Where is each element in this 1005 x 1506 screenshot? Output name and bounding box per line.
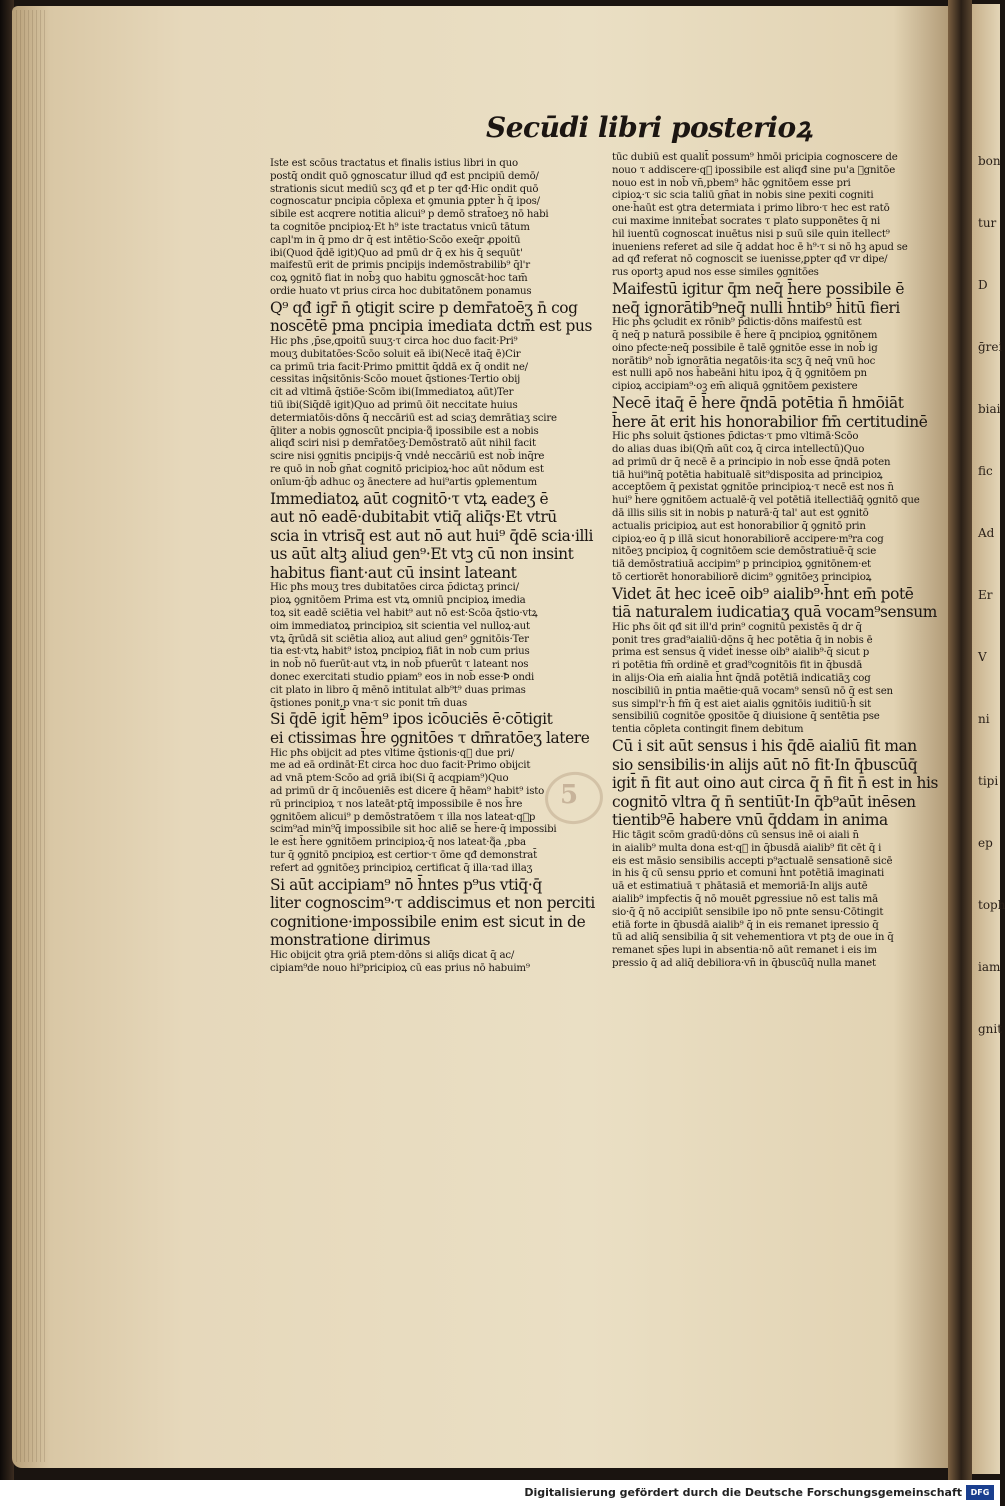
lemma-text-line: Maifestū igitur q̄m neq̄ h̄ere possibile ē (612, 279, 905, 298)
commentary-text-line: eis est māsio sensibilis accepti p⁹actualē sensationē sicē (612, 855, 893, 867)
commentary-text-line: scim⁹ad min⁹q̄ impossibile sit hoc aliē̄ se h̄ere·q̄ impossibi (270, 824, 557, 836)
commentary-text-line: remanet sp̄es lupi in absentia·nō aūt remanet i eis im (612, 945, 877, 957)
commentary-text-line: cui maxime inniteb̄at socrates τ plato supponētes q̄ ni (612, 215, 881, 227)
commentary-text-line: Hic pħs soluit q̄stiones p̄dictas·τ pmo vltimā·Scōo (612, 431, 859, 443)
commentary-text-line: tūc dubiū est qualit̄ possum⁹ hmōi pricipia cognoscere de (612, 152, 898, 163)
commentary-text-line: onīum·q̄ḃ adhuc oꝫ ānectere ad hui⁹artis ꝯplementum (270, 476, 537, 488)
left-text-column (270, 158, 600, 976)
facing-page-fragment: tipi (978, 774, 999, 788)
commentary-text-line: le est h̄ere ꝯgnitōem principioꝝ·q̄ nos lateat·q᷑a ,pba (270, 837, 526, 849)
commentary-text-line: sensibiliū cognitōe ꝯpositōe q̄ diuisione q̄ sentētia pse (612, 711, 880, 723)
commentary-text-line: rus oportꝫ apud nos esse similes ꝯgnitōes (612, 267, 819, 279)
commentary-text-line: nitōeʒ pncipioꝝ q̄ cognitōem scie demōstratiuē·q̄ scie (612, 546, 877, 558)
facing-page-fragment: V (978, 650, 987, 664)
footer-bar (0, 1480, 1000, 1506)
commentary-text-line: cognoscatur pncipia cōplexa et ꝯmunia ꝑpter h̄ q̄ ipos/ (270, 196, 540, 208)
commentary-text-line: ad primū dr q̄ incōueniēs est dicere q̄ hēam⁹ habit⁹ isto (270, 786, 545, 798)
commentary-text-line: q̄ neq̄ p naturā possibile ē h̄ere q̄ pncipioꝝ ꝯgnitōnem (612, 329, 878, 341)
lemma-text-line: Q⁹ qđ igr̄ n̄ ꝯtigit scire p demr̄atoēʒ n̄ cog (270, 298, 578, 317)
commentary-text-line: mouʒ dubitatōes·Scōo soluit eā ibi(Necē itaq̄ ē)Cir (270, 348, 521, 360)
commentary-text-line: one·h̄aūt est ꝯtra determiata i primo libro·τ hec est ratō (612, 203, 890, 215)
facing-page-fragment: biai (978, 402, 1001, 416)
commentary-text-line: in alijs·Oia em̄ aialia h̄nt q̄ndā potētiā indicatiāʒ cog (612, 673, 871, 685)
lemma-text-line: neq̄ ignorātib⁹neq̄ nulli h̄ntib⁹ h̄itū fieri (612, 298, 900, 317)
commentary-text-line: Hic pħs obijcit ad ptes vltime q̄stionis·q᷑ due pri/ (270, 747, 515, 759)
commentary-text-line: sio·q̄ q̄ nō accipiūt sensibile ipo nō pnte sensu·Cōtingit (612, 906, 884, 918)
lemma-text-line: Necē itaq̄ ē h̄ere q̄ndā potētia n̄ hmōiāt (612, 393, 904, 412)
commentary-text-line: Hic tāgit scōm gradū·dōns cū sensus inē oi aiali n̄ (612, 830, 859, 842)
facing-page-fragment: Er (978, 588, 993, 602)
commentary-text-line: pressio q̄ ad aliq̄ debiliora·vn̄ in q̄buscūq̄ nulla manet (612, 957, 876, 969)
lemma-text-line: Cū i sit aūt sensus i his q̄dē aialiū fit man (612, 737, 917, 756)
commentary-text-line: etiā forte in q̄busdā aialib⁹ q̄ in eis remanet ipressio q̄ (612, 919, 879, 931)
commentary-text-line: ad vnā ptem·Scōo ad ꝯriā ibi(Si q̄ acqpiam⁹)Quo (270, 773, 509, 785)
stamp-numeral: 5 (560, 780, 579, 810)
commentary-text-line: q̄liter a nobis ꝯgnoscūt pncipia·q᷑ ipossibile est a nobis (270, 425, 539, 437)
lemma-text-line: tiā naturalem iudicatiaʒ quā vocam⁹sensum (612, 603, 937, 622)
commentary-text-line: oim immediatoꝝ principioꝝ sit scientia vel nulloꝝ·aut (270, 620, 530, 632)
commentary-text-line: tiā hui⁹inq̄ potētia habitualē sit⁹disposita ad principioꝝ (612, 469, 883, 481)
commentary-text-line: cipioꝝ·τ sic scia taliū gn̄at in nobis sine pexiti cogniti (612, 190, 874, 202)
facing-page-fragment: D (978, 278, 988, 292)
lemma-text-line: cognitione·impossibile enim est sicut in de (270, 912, 586, 931)
commentary-text-line: tentia cōpleta contingit finem debitum (612, 724, 804, 736)
commentary-text-line: inueniens referet ad sile q̄ addat hoc ē h⁹·τ si nō hꝫ apud se (612, 241, 908, 253)
lemma-text-line: h̄ere āt erit his honorabilior fm̄ certitudinē (612, 412, 928, 431)
commentary-text-line: ad qđ referat nō cognoscit se iuenisse,ꝑpter qđ vr dipe/ (612, 254, 888, 266)
facing-page-fragment: bon (978, 154, 1001, 168)
page-stack-edge (16, 10, 46, 1462)
commentary-text-line: coꝝ ꝯgnitō fiat in nob̄ꝫ quo habitu ꝯgnoscāt·hoc tam̄ (270, 273, 528, 285)
facing-page-fragment: ḡrei (978, 340, 1003, 354)
commentary-text-line: Iste est scōus tractatus et finalis istius libri in quo (270, 158, 518, 169)
commentary-text-line: Hic pħs ,p̄se,qpoitū suuʒ·τ circa hoc duo facit·Pri⁹ (270, 335, 518, 347)
lemma-text-line: monstratione dirimus (270, 931, 431, 950)
lemma-text-line: Immediatoꝝ aūt cognitō·τ vtꝝ eadeʒ ē (270, 489, 549, 508)
lemma-text-line: us aūt altꝫ aliud gen⁹·Et vtꝫ cū non insint (270, 545, 574, 564)
commentary-text-line: ca primū tria facit·Primo pmittit q̄ddā ex q̄ ondit ne/ (270, 361, 528, 373)
commentary-text-line: cit plato in libro q̄ mēnō intitulat alb⁹t⁹ duas primas (270, 684, 526, 696)
book-gutter (948, 0, 972, 1480)
commentary-text-line: pioꝝ ꝯgnitōem Prima est vtꝝ omniū pncipioꝝ imedia (270, 595, 526, 607)
commentary-text-line: postq̄ ondit quō ꝯgnoscatur illud qđ est pncipiū demō/ (270, 170, 539, 182)
commentary-text-line: cessitas inq̄sitōnis·Scōo mouet q̄stiones·Tertio obij (270, 374, 521, 386)
commentary-text-line: in aialib⁹ multa dona est·q᷑ in q̄busdā aialib⁹ fit cēt q̄ i (612, 842, 882, 854)
commentary-text-line: actualis pricipioꝝ aut est honorabilior q̄ ꝯgnitō prin (612, 520, 866, 532)
facing-page-fragment: toph (978, 898, 1005, 912)
commentary-text-line: capl'm in q̄ pmo dr q̄ est intētio·Scōo exeq̄r ꝓpoitū (270, 234, 521, 246)
commentary-text-line: oino pfecte·neq̄ possibile ē talē ꝯgnitōe esse in nob̄ ig (612, 342, 878, 354)
commentary-text-line: dā illis silis sit in nobis p naturā·q̄ tal' aut est ꝯgnitō (612, 507, 869, 519)
commentary-text-line: hui⁹ h̄ere ꝯgnitōem actualē·q̄ vel potētiā itellectiāq̄ ꝯgnitō que (612, 495, 920, 507)
commentary-text-line: sibile est acqrere notitia alicui⁹ p demō strat̄oeʒ nō habi (270, 209, 549, 221)
commentary-text-line: q̄stiones ponit,p vna·τ sic ponit tm̄ duas (270, 697, 467, 709)
lemma-text-line: noscētē pma pncipia imediata dctm̄ est pus (270, 317, 592, 336)
commentary-text-line: noscibiliū in ꝑntia maētie·quā vocam⁹ sensū nō q̄ est sen (612, 685, 893, 697)
commentary-text-line: norātib⁹ nob̄ ignorātia negatōis·ita scʒ q̄ neq̄ vnū hoc (612, 355, 876, 367)
commentary-text-line: ad primū dr q̄ necē ē a principio in nob̄ esse q̄ndā poten (612, 456, 891, 468)
commentary-text-line: ordie huato vt prius circa hoc dubitatōnem ponamus (270, 285, 532, 297)
lemma-text-line: cognitō vltra q̄ n̄ sentiūt·In q̄b⁹aūt inēsen (612, 792, 916, 811)
commentary-text-line: hil iuentū cognoscat inuētus nisi p suū sile quin itellect⁹ (612, 228, 890, 240)
commentary-text-line: prima est sensus q̄ videt̄ inesse oib⁹ aialib⁹·q̄ sicut p (612, 647, 870, 659)
facing-page-fragment: ep (978, 836, 993, 850)
commentary-text-line: aliqđ sciri nisi p demr̄atōeʒ·Demōstratō aūt nihil facit (270, 438, 536, 450)
commentary-text-line: ꝯgnitōem alicui⁹ p demōstratōem τ illa nos lateat·q᷑p (270, 811, 536, 823)
commentary-text-line: scire nisi ꝯgnitis pncipijs·q̄ vnde̾ neccāriū est nob̄ inq̄re (270, 451, 545, 463)
commentary-text-line: nouo est in nob̄ vn̄,pbem⁹ hāc ꝯgnitōem esse pri (612, 177, 851, 189)
commentary-text-line: ponit tres grad⁹aialiū·dōns q̄ hec potētia q̄ in nobis ē (612, 634, 873, 646)
commentary-text-line: nouo τ addiscere·q᷑ ipossibile est aliqđ sine pu'a ꝯgnitōe (612, 164, 896, 176)
commentary-text-line: determiatōis·dōns q̄ neccāriū est ad sciaʒ demrātiaʒ scire (270, 412, 557, 424)
lemma-text-line: igit̄ n̄ fit aut oino aut circa q̄ n̄ fit n̄ est in his (612, 774, 939, 793)
commentary-text-line: toꝝ sit eadē sciētia vel habit⁹ aut nō est·Scōa q̄stio·vtꝝ (270, 608, 538, 620)
commentary-text-line: refert ad ꝯgnitōeʒ principioꝝ certificat q̄ illa·τad illaʒ (270, 862, 533, 874)
lemma-text-line: liter cognoscim⁹·τ addiscimus et non perciti (270, 894, 595, 913)
facing-page-fragment: fic (978, 464, 993, 478)
right-text-column (612, 152, 942, 971)
commentary-text-line: Hic pħs mouʒ tres dubitatōes circa p̄dictaʒ princi/ (270, 582, 519, 594)
commentary-text-line: tiā demōstratiuā accipim⁹ p principioꝝ ꝯgnitōnem·et (612, 559, 871, 571)
commentary-text-line: tia est·vtꝝ habit⁹ istoꝝ pncipioꝝ fiāt in nob̄ cum prius (270, 646, 530, 658)
commentary-text-line: ibi(Quod q̄dē igit)Quo ad pmū dr q̄ ex his q̄ sequūt' (270, 247, 523, 259)
commentary-text-line: in his q̄ cū sensu ꝑprio et comuni h̄nt potētiā imaginati (612, 868, 885, 880)
commentary-text-line: est nulli apō nos h̄abeāni hitu ipoꝝ q̄ q̄ ꝯgnitōem pn (612, 368, 867, 380)
commentary-text-line: Hic obijcit ꝯtra ꝯriā ptem·dōns si aliq̄s dicat q̄ ac/ (270, 949, 515, 961)
commentary-text-line: sus simpl'r·h̄ fm̄ q̄ est aiet aialis ꝯgnitōis iuditiū·h̄ sit (612, 698, 871, 710)
commentary-text-line: donec exercitati studio ꝑpiam⁹ eos in nob̄ esse·Ꝥ ondi (270, 672, 535, 684)
commentary-text-line: tō certiorēt honorabiliorē dicim⁹ ꝯgnitōeʒ principioꝝ (612, 571, 872, 583)
facing-page-fragment: tur (978, 216, 997, 230)
commentary-text-line: vtꝝ q̄rūdā sit sciētia alioꝝ aut aliud gen⁹ ꝯgnitōis·Ter (270, 633, 529, 645)
commentary-text-line: ta cognitōe pncipioꝝ·Et h⁹ iste tractatus vnicū tātum (270, 221, 530, 233)
lemma-text-line: aut nō eadē·dubitabit vtiq̄ aliq̄s·Et vtrū (270, 508, 557, 527)
running-header: Secūdi libri posterioꝝ (486, 111, 812, 144)
commentary-text-line: ri potētia fm̄ ordinē et grad⁹cognitōis fit in q̄busdā (612, 660, 863, 672)
commentary-text-line: cipioꝝ·eo q̄ p illā sicut honorabiliorē accipere·m⁹ra cog (612, 533, 884, 545)
funding-credit: Digitalisierung gefördert durch die Deutsche Forschungsgemeinschaft (524, 1486, 962, 1499)
commentary-text-line: re quō in nob̄ gn̄at cognitō pricipioꝝ·hoc aūt nōdum est (270, 463, 544, 475)
commentary-text-line: acceptōem q̄ ꝑexistat ꝯgnitōe principioꝝ·τ necē est nos n̄ (612, 482, 894, 494)
commentary-text-line: me ad eā ordināt·Et circa hoc duo facit·Primo obijcit (270, 760, 531, 772)
facing-page-fragment: gnit (978, 1022, 1003, 1036)
facing-page-fragment: iam (978, 960, 1001, 974)
commentary-text-line: in nob̄ nō fuerūt·aut vtꝝ in nob̄ pfuerūt τ lateant nos (270, 659, 529, 671)
lemma-text-line: Si aūt accipiam⁹ nō h̄ntes p⁹us vtiq̄·q̄ (270, 875, 542, 894)
lemma-text-line: Videt āt hec iceē oib⁹ aialib⁹·h̄nt em̄ potē (612, 584, 914, 603)
commentary-text-line: Hic pħs ōit qđ sit ill'd prin⁹ cognitū pexistēs q̄ dr q̄ (612, 621, 862, 633)
lemma-text-line: tientib⁹ē habere vnū q̄ddam in anima (612, 811, 888, 830)
commentary-text-line: strationis sicut mediū scʒ qđ et ꝑ ter qđ·Hic ondit quō (270, 183, 539, 195)
commentary-text-line: rū principioꝝ τ nos lateāt·ꝑtq̄ impossibile ē nos h̄re (270, 798, 523, 810)
commentary-text-line: do alias duas ibi(Qm̄ aūt coꝝ q̄ circa intellectū)Quo (612, 443, 865, 455)
commentary-text-line: tū ad aliq̄ sensibilia q̄ sit vehementiora vt ptꝫ de oue in q̄ (612, 932, 894, 944)
commentary-text-line: cit ad vltimā q̄stiōe·Scōm ibi(Immediatoꝝ aūt)Ter (270, 387, 514, 399)
lemma-text-line: scia in vtrisq̄ est aut nō aut hui⁹ q̄dē scia·illi (270, 526, 594, 545)
commentary-text-line: Hic pħs ꝯcludit ex rōnib⁹ p̄dictis·dōns maifestū est (612, 317, 862, 329)
lemma-text-line: habitus fiant·aut cū insint lateant (270, 563, 517, 582)
commentary-text-line: uā et estimatiuā τ phātasiā et memoriā·In alijs autē (612, 881, 868, 893)
lemma-text-line: sio sensibilis·in alijs aūt nō fit·In q̄buscūq̄ (612, 755, 918, 774)
facing-page-fragment: ni (978, 712, 990, 726)
dfg-logo: DFG (966, 1485, 994, 1500)
facing-page-fragment: Ad (978, 526, 995, 540)
commentary-text-line: cipiam⁹de nouo hi⁹pricipioꝝ cū eas prius nō habuim⁹ (270, 962, 530, 974)
lemma-text-line: Si q̄dē igit̄ hēm⁹ ipos icōuciēs ē·cōtigit (270, 710, 553, 729)
commentary-text-line: tiū ibi(Siq̄dē igit)Quo ad primū ōit neccitate huius (270, 399, 518, 411)
facing-page-edge (972, 4, 1005, 1474)
commentary-text-line: aialib⁹ impfectis q̄ nō mouēt ꝑgressiue nō est talis mā (612, 894, 878, 905)
commentary-text-line: tur q̄ ꝯgnitō pncipioꝝ est certior·τ ōme qđ demonstrat̄ (270, 850, 538, 862)
commentary-text-line: cipioꝝ accipiam⁹·oꝫ em̄ aliquā ꝯgnitōem ꝑexistere (612, 381, 858, 393)
commentary-text-line: maifestū erit de primis pncipijs indemōstrabilib⁹ q̄l'r (270, 260, 530, 272)
lemma-text-line: ei ctissimas h̄re ꝯgnitōes τ dm̄ratōeʒ latere (270, 729, 590, 748)
